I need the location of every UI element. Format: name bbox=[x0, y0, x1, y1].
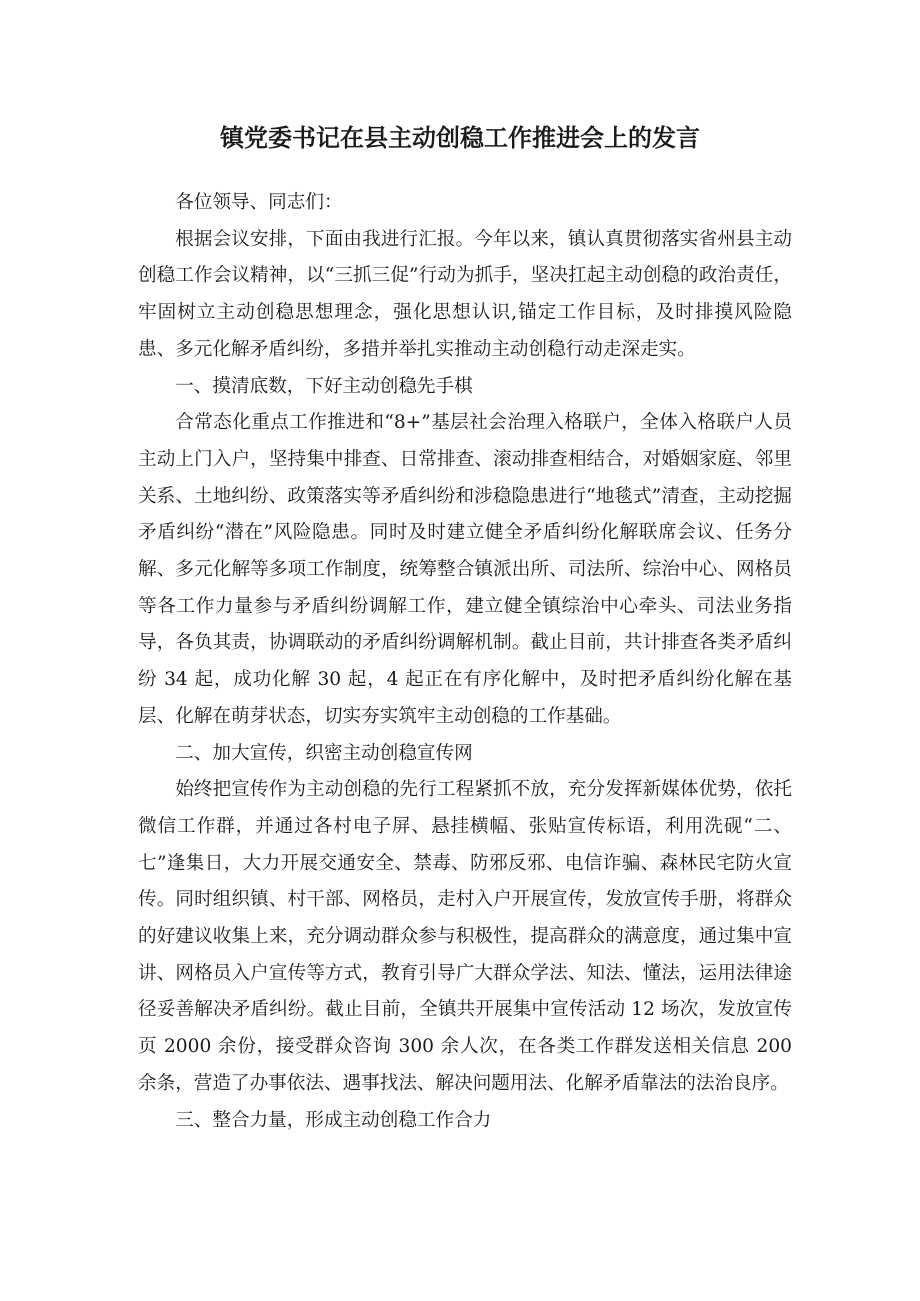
intro-paragraph: 根据会议安排，下面由我进行汇报。今年以来，镇认真贯彻落实省州县主动创稳工作会议精神，以“三抓三促”行动为抓手，坚决扛起主动创稳的政治责任，牢固树立主动创稳思想理念，强化思想认识,锚定工作目标，及时排摸风险隐患、多元化解矛盾纠纷，多措并举扎实推动主动创稳行动走深走实。 bbox=[138, 228, 792, 360]
section-2-paragraph: 始终把宣传作为主动创稳的先行工程紧抓不放，充分发挥新媒体优势，依托微信工作群，并通过各村电子屏、悬挂横幅、张贴宣传标语，利用洗砚“二、七”逢集日，大力开展交通安全、禁毒、防邪反邪、电信诈骗、森林民宅防火宣传。同时组织镇、村干部、网格员，走村入户开展宣传，发放宣传手册，将群众的好建议收集上来，充分调动群众参与积极性，提高群众的满意度，通过集中宣讲、网格员入户宣传等方式，教育引导广大群众学法、知法、懂法，运用法律途径妥善解决矛盾纠纷。截止目前，全镇共开展集中宣传活动 12 场次，发放宣传页 2000 余份，接受群众咨询 300 余人次，在各类工作群发送相关信息 200 余条，营造了办事依法、遇事找法、解决问题用法、化解矛盾靠法的法治良序。 bbox=[138, 779, 792, 1094]
section-heading-3: 三、整合力量，形成主动创稳工作合力 bbox=[175, 1109, 492, 1131]
section-1-paragraph: 合常态化重点工作推进和“8+”基层社会治理入格联户，全体入格联户人员主动上门入户，坚持集中排查、日常排查、滚动排查相结合，对婚姻家庭、邻里关系、土地纠纷、政策落实等矛盾纠纷和涉稳隐患进行“地毯式”清查，主动挖掘矛盾纠纷“潜在”风险隐患。同时及时建立健全矛盾纠纷化解联席会议、任务分解、多元化解等多项工作制度，统筹整合镇派出所、司法所、综治中心、网格员等各工作力量参与矛盾纠纷调解工作，建立健全镇综治中心牵头、司法业务指导，各负其责，协调联动的矛盾纠纷调解机制。截止目前，共计排查各类矛盾纠纷 34 起，成功化解 30 起，4 起正在有序化解中，及时把矛盾纠纷化解在基层、化解在萌芽状态，切实夯实筑牢主动创稳的工作基础。 bbox=[138, 412, 792, 727]
document-body bbox=[138, 185, 792, 1139]
salutation: 各位领导、同志们： bbox=[175, 192, 343, 213]
document-title: 镇党委书记在县主动创稳工作推进会上的发言 bbox=[220, 124, 700, 152]
section-heading-2: 二、加大宣传，织密主动创稳宣传网 bbox=[175, 742, 473, 764]
section-heading-1: 一、摸清底数，下好主动创稳先手棋 bbox=[175, 375, 473, 397]
